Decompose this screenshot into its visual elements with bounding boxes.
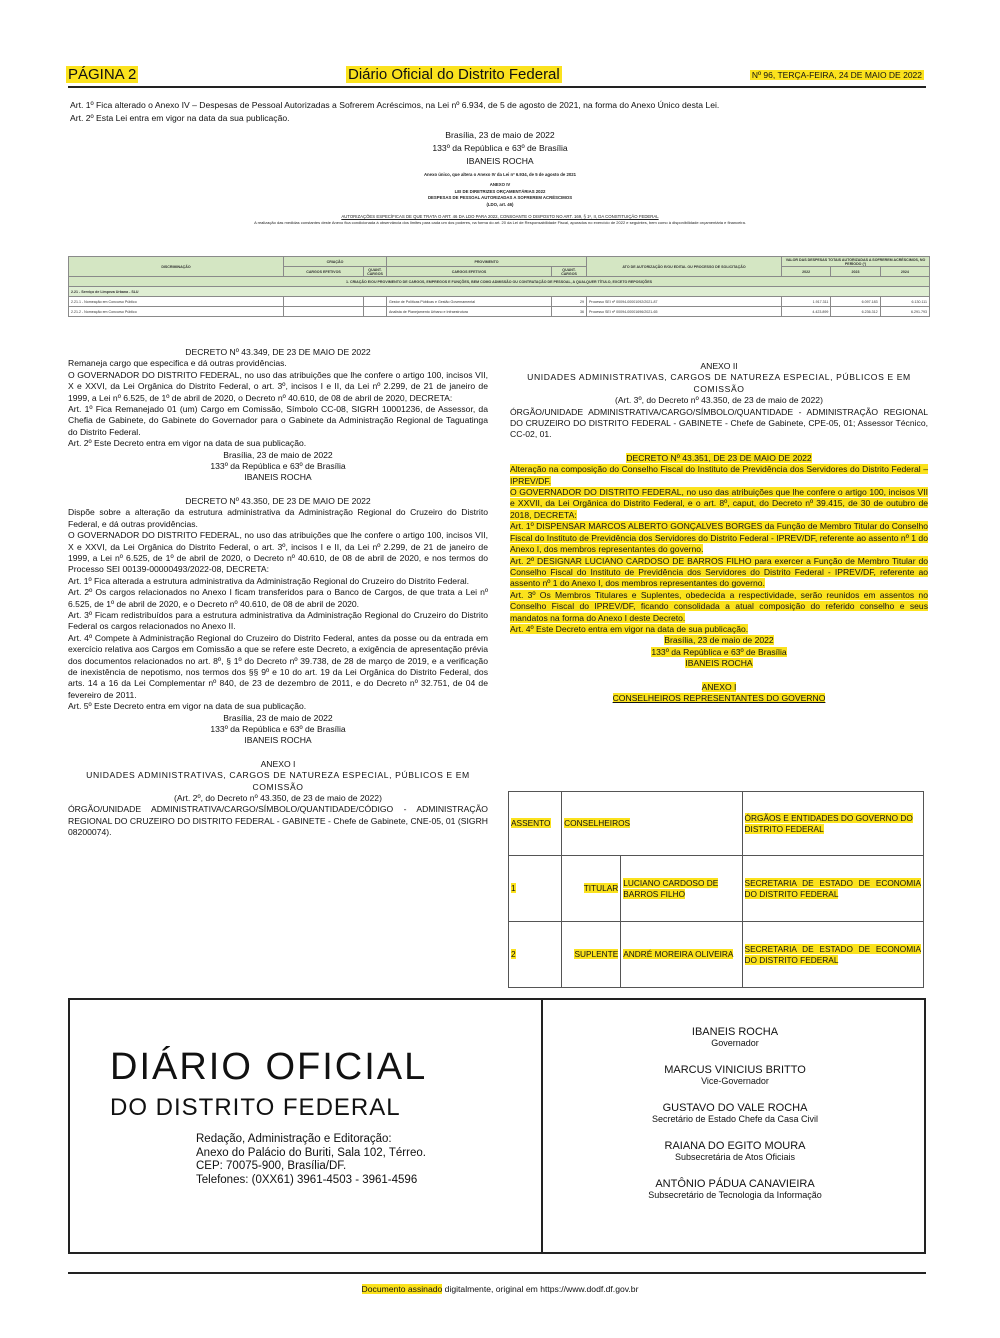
edition-date: Nº 96, TERÇA-FEIRA, 24 DE MAIO DE 2022 [751,70,922,80]
decree-43350-art2: Art. 2º Os cargos relacionados no Anexo I ficam transferidos para o Banco de Cargos, de que trata a Lei nº 6.525, de 1º de abril de 2020, e o Decreto nº 40.610, de 08 de abril de 2020. [68,587,488,609]
decree-43350-preamble: O GOVERNADOR DO DISTRITO FEDERAL, no uso das atribuições que lhe confere o artigo 100, incisos VII, X e XXVI, da Lei Orgânica do Distrito Federal, o art. 3º, incisos I e II, da Lei nº 2.299, de 21 de janeiro de 1999, a Lei nº 6.525, de 1º de abril de 2020, o Decreto nº 40.610, de 08 de abril de 2020, e nos termos do Processo SEI 00139-00000493/2022-08, DECRETA: [68,530,488,575]
cell-v2024: 6.130.111 [880,297,929,307]
th-cargos-efetivos-2: CARGOS EFETIVOS [387,267,552,277]
authorities-list [545,1026,925,1216]
intro-law [70,99,930,125]
decree-43349-place: Brasília, 23 de maio de 2022 [223,449,333,460]
decree-43351-governor: IBANEIS ROCHA [685,658,753,669]
decree-43351-ementa: Alteração na composição do Conselho Fiscal do Instituto de Previdência dos Servidores do Distrito Federal – IPREV/DF. [510,464,928,486]
annex-iv-law: LEI DE DIRETRIZES ORÇAMENTÁRIAS 2022 [454,188,546,194]
intro-art1: Art. 1º Fica alterado o Anexo IV – Despesas de Pessoal Autorizadas a Sofrerem Acréscimos, na Lei nº 6.934, de 5 de agosto de 2021, na forma do Anexo Único desta Lei. [70,100,720,110]
cell-nome: ANDRÉ MOREIRA OLIVEIRA [623,949,734,959]
decree-43350-republica: 133º da República e 63º de Brasília [210,724,346,734]
cell-orgao: SECRETARIA DE ESTADO DE ECONOMIA DO DISTRITO FEDERAL [744,877,921,899]
cell-orgao: SECRETARIA DE ESTADO DE ECONOMIA DO DISTRITO FEDERAL [744,943,921,965]
annex-2-ref: (Art. 3º, do Decreto nº 43.350, de 23 de maio de 2022) [615,395,823,406]
intro-governor: IBANEIS ROCHA [466,156,534,166]
decree-43349-republica: 133º da República e 63º de Brasília [210,461,346,472]
annex-1-body: ÓRGÃO/UNIDADE ADMINISTRATIVA/CARGO/SÍMBOLO/QUANTIDADE/CÓDIGO - ADMINISTRAÇÃO REGIONAL DO CRUZEIRO DO DISTRITO FEDERAL - GABINETE - Chefe de Gabinete, CNE-05, 01 (SIGRH 08200074). [68,804,488,838]
authority-role: Subsecretário de Tecnologia da Informação [648,1190,822,1200]
cell-tipo: TITULAR [583,883,619,893]
authority-role: Subsecretária de Atos Oficiais [674,1152,796,1162]
annex-iv-title: ANEXO IV [489,182,511,188]
cell-disc: 2.21.1 - Nomeação em Concurso Público [69,297,284,307]
footer-rule [68,1272,926,1274]
th-quant-cargos: QUANT. CARGOS [364,267,387,277]
decree-43350-art1: Art. 1º Fica alterada a estrutura administrativa da Administração Regional do Cruzeiro do Distrito Federal. [68,575,470,586]
annex-2-title: ANEXO II [700,361,738,371]
council-table [508,791,924,988]
cell-ato: Processo SEI nº 00094-00001696/2021-65 [587,307,782,317]
cell-v2022: 4.423.899 [782,307,831,317]
decree-43350-art3: Art. 3º Ficam redistribuídos para a estrutura administrativa da Administração Regional do Cruzeiro do Distrito Federal os cargos relacionados no Anexo II. [68,609,488,632]
th-year-2023: 2023 [831,267,880,277]
annex-iv-note: A realização das medidas constantes deste Anexo fica condicionada à observância dos limites para cada um dos poderes, na forma do art. 20 da Lei de Responsabilidade Fiscal, apurados no exercício de 2022 e seguintes, bem como à disponibilidade orçamentária e financeira. [254,220,746,226]
address-line: Telefones: (0XX61) 3961-4503 - 3961-4596 [196,1173,418,1186]
th-assento: ASSENTO [511,818,551,828]
decree-43350-art5: Art. 5º Este Decreto entra em vigor na data de sua publicação. [68,701,307,712]
annex-1-subtitle: UNIDADES ADMINISTRATIVAS, CARGOS DE NATUREZA ESPECIAL, PÚBLICOS E EM COMISSÃO [86,770,470,792]
page-number: PÁGINA 2 [68,66,137,83]
annex-2-body: ÓRGÃO/UNIDADE ADMINISTRATIVA/CARGO/SÍMBOLO/QUANTIDADE - ADMINISTRAÇÃO REGIONAL DO CRUZEIRO DO DISTRITO FEDERAL - GABINETE - Chefe de Gabinete, CPE-05, 01; Assessor Técnico, CC-02, 01. [510,406,928,440]
journal-title: Diário Oficial do Distrito Federal [348,66,560,83]
footer-note [0,1284,1000,1294]
decree-43349-art2: Art. 2º Este Decreto entra em vigor na data de sua publicação. [68,438,307,449]
annex-iv-auth: AUTORIZAÇÕES ESPECÍFICAS DE QUE TRATA O ART. 46 DA LDO PARA 2022, CONSOANTE O DISPOSTO NO ART. 169, § 1º, II, DA CONSTITUIÇÃO FEDERAL [341,214,659,220]
annex-i-subtitle: CONSELHEIROS REPRESENTANTES DO GOVERNO [612,692,826,703]
decree-43349-art1: Art. 1º Fica Remanejado 01 (um) Cargo em Comissão, Símbolo CC-08, SIGRH 10001236, de Assessor, da Chefia de Gabinete, do Gabinete do Governador para o Gabinete da Administração Regional de Taguatinga do Distrito Federal. [68,404,488,437]
cell-nome: LUCIANO CARDOSO DE BARROS FILHO [623,877,719,899]
address-line: Anexo do Palácio do Buriti, Sala 102, Térreo. [196,1146,426,1159]
table-row [69,307,930,317]
masthead-divider [541,998,543,1254]
authority-name: ANTÔNIO PÁDUA CANAVIEIRA [655,1178,815,1190]
authority-name: RAIANA DO EGITO MOURA [664,1140,806,1152]
address-line: CEP: 70075-900, Brasília/DF. [196,1160,347,1172]
cell-assento: 1 [511,883,516,893]
cell-cargo: Analista de Planejamento Urbano e Infraestrutura [387,307,552,317]
cell-assento: 2 [511,949,516,959]
authority-role: Vice-Governador [701,1076,769,1086]
decree-43349-preamble: O GOVERNADOR DO DISTRITO FEDERAL, no uso das atribuições que lhe confere o artigo 100, incisos VII, X e XXVI, da Lei Orgânica do Distrito Federal, o art. 3º, incisos I e II, da Lei nº 2.299, de 21 de janeiro de 1999, a Lei nº 6.525, de 1º de abril de 2020, o Decreto nº 40.610, de 08 de abril de 2020, DECRETA: [68,369,488,403]
decree-43351-art4: Art. 4º Este Decreto entra em vigor na data de sua publicação. [510,623,749,634]
masthead-title: DIÁRIO OFICIAL [110,1046,428,1088]
left-column [68,347,488,839]
annex-1-ref: (Art. 2º, do Decreto nº 43.350, de 23 de maio de 2022) [174,793,382,804]
signed-label: Documento assinado [361,1284,443,1294]
address-line: Redação, Administração e Editoração: [196,1133,392,1145]
cell-v2022: 1.917.311 [782,297,831,307]
annex-i-title: ANEXO I [701,681,737,692]
authority-name: MARCUS VINICIUS BRITTO [664,1064,806,1076]
cell-cargo: Gestor de Políticas Públicas e Gestão Governamental [387,297,552,307]
intro-art2: Art. 2º Esta Lei entra em vigor na data da sua publicação. [70,113,290,123]
decree-43350-place: Brasília, 23 de maio de 2022 [223,712,333,723]
th-criacao: CRIAÇÃO [284,257,387,267]
decree-43349-governor: IBANEIS ROCHA [244,472,312,483]
th-year-2022: 2022 [782,267,831,277]
th-conselheiros: CONSELHEIROS [564,818,631,828]
cell-tipo: SUPLENTE [574,949,619,959]
decree-43351-republica: 133º da República e 63º de Brasília [651,646,787,657]
authority-name: GUSTAVO DO VALE ROCHA [662,1102,808,1114]
cell-empty [364,307,387,317]
header-rule [68,86,926,88]
cell-v2023: 6.236.312 [831,307,880,317]
cell-disc: 2.21.2 - Nomeação em Concurso Público [69,307,284,317]
cell-qt: 29 [552,297,587,307]
authority-role: Governador [711,1038,759,1048]
cell-empty [284,297,364,307]
intro-signature [0,129,1000,168]
th-ato: ATO DE AUTORIZAÇÃO E/OU EDITAL OU PROCESSO DE SOLICITAÇÃO [587,257,782,277]
th-quant-cargos-2: QUANT. CARGOS [552,267,587,277]
right-column [510,361,928,704]
masthead-address [196,1133,426,1187]
table-row [509,922,924,988]
decree-43350-title: DECRETO Nº 43.350, DE 23 DE MAIO DE 2022 [185,495,371,506]
annex-iv-caption: Anexo único, que altera o Anexo IV da Lei nº 6.934, de 5 de agosto de 2021 [423,172,577,177]
cell-ato: Processo SEI nº 00094-00001092/2021-87 [587,297,782,307]
intro-place: Brasília, 23 de maio de 2022 [445,130,555,140]
decree-43350-art4: Art. 4º Compete à Administração Regional do Cruzeiro do Distrito Federal, antes da posse ou da entrada em exercício relativa aos Cargos em Comissão a que se refere este Decreto, a exigência de apresentação prévia dos documentos relacionados no art. 8º, § 1º do Decreto nº 39.738, de 28 de março de 2019, e a verificação de inexistência de nepotismo, nos termos dos §§ 9º e 10 do art. 19 da Lei Orgânica do Distrito Federal, dos arts. 14 a 16 da Lei Complementar nº 840, de 23 de dezembro de 2011, e do Decreto nº 32.751, de 04 de fevereiro de 2011. [68,632,488,700]
decree-43351-place: Brasília, 23 de maio de 2022 [664,635,774,646]
cell-empty [364,297,387,307]
cell-v2024: 6.291.793 [880,307,929,317]
decree-43351-preamble: O GOVERNADOR DO DISTRITO FEDERAL, no uso das atribuições que lhe confere o artigo 100, incisos VII e XXVII, da Lei Orgânica do Distrito Federal, e o art. 8º, caput, do Decreto nº 39.415, de 30 de outubro de 2018, DECRETA: [510,487,928,520]
decree-43349-title: DECRETO Nº 43.349, DE 23 DE MAIO DE 2022 [185,347,371,357]
intro-republica: 133º da República e 63º de Brasília [432,143,568,153]
annex-2-subtitle: UNIDADES ADMINISTRATIVAS, CARGOS DE NATUREZA ESPECIAL, PÚBLICOS E EM COMISSÃO [527,372,911,394]
authority-name: IBANEIS ROCHA [691,1026,779,1038]
annex-iv-table [68,256,930,317]
decree-43350-governor: IBANEIS ROCHA [244,735,312,746]
cell-qt: 36 [552,307,587,317]
annex-1-title: ANEXO I [260,758,296,769]
th-discriminacao: DISCRIMINAÇÃO [69,257,284,277]
masthead-subtitle: DO DISTRITO FEDERAL [110,1094,401,1121]
cell-empty [284,307,364,317]
table-row [509,856,924,922]
decree-43351-title: DECRETO Nº 43.351, DE 23 DE MAIO DE 2022 [626,452,812,463]
th-valor: VALOR DAS DESPESAS TOTAIS AUTORIZADAS A SOFREREM ACRÉSCIMOS, NO PERÍODO (¹) [782,257,930,267]
authority-role: Secretário de Estado Chefe da Casa Civil [651,1114,819,1124]
table-row [69,297,930,307]
th-orgaos: ÓRGÃOS E ENTIDADES DO GOVERNO DO DISTRITO FEDERAL [744,812,913,834]
cell-v2023: 6.097.183 [831,297,880,307]
decree-43350-ementa: Dispõe sobre a alteração da estrutura administrativa da Administração Regional do Cruzeiro do Distrito Federal, e dá outras providências. [68,507,488,529]
annex-iv-subtitle: DESPESAS DE PESSOAL AUTORIZADAS A SOFREREM ACRÉSCIMOS [427,195,573,201]
th-provimento: PROVIMENTO [387,257,587,267]
annex-iv-heading [0,172,1000,227]
decree-43351-art2: Art. 2º DESIGNAR LUCIANO CARDOSO DE BARROS FILHO para exercer a Função de Membro Titular do Conselho Fiscal do Instituto de Previdência dos Servidores do Distrito Federal - IPREV/DF, referente ao assento nº 1 do Anexo I, dos membros representantes do governo. [510,555,928,589]
decree-43349-ementa: Remaneja cargo que especifica e dá outras providências. [68,358,287,369]
th-cargos-efetivos: CARGOS EFETIVOS [284,267,364,277]
signed-url-text: digitalmente, original em https://www.dodf.df.gov.br [442,1284,639,1294]
decree-43351-art1: Art. 1º DISPENSAR MARCOS ALBERTO GONÇALVES BORGES da Função de Membro Titular do Conselho Fiscal do Instituto de Previdência dos Servidores do Distrito Federal - IPREV/DF, referente ao assento nº 1 do Anexo I, dos membros representantes do governo. [510,521,928,555]
annex-iv-ref: (LDO, art. 46) [486,201,514,207]
table-group: 2.21 - Serviço de Limpeza Urbana - SLU [69,287,930,297]
th-year-2024: 2024 [880,267,929,277]
table-section: 1. CRIAÇÃO E/OU PROVIMENTO DE CARGOS, EMPREGOS E FUNÇÕES, BEM COMO ADMISSÃO OU CONTRATAÇÃO DE PESSOAL, A QUALQUER TÍTULO, EXCETO REPOSIÇÕES [69,277,930,287]
decree-43351-art3: Art. 3º Os Membros Titulares e Suplentes, obedecida a respectividade, serão reunidos em assentos no Conselho Fiscal do IPREV/DF, ficando consolidada a atual composição do referido conselho e seus mandatos na forma do Anexo I deste Decreto. [510,589,928,623]
